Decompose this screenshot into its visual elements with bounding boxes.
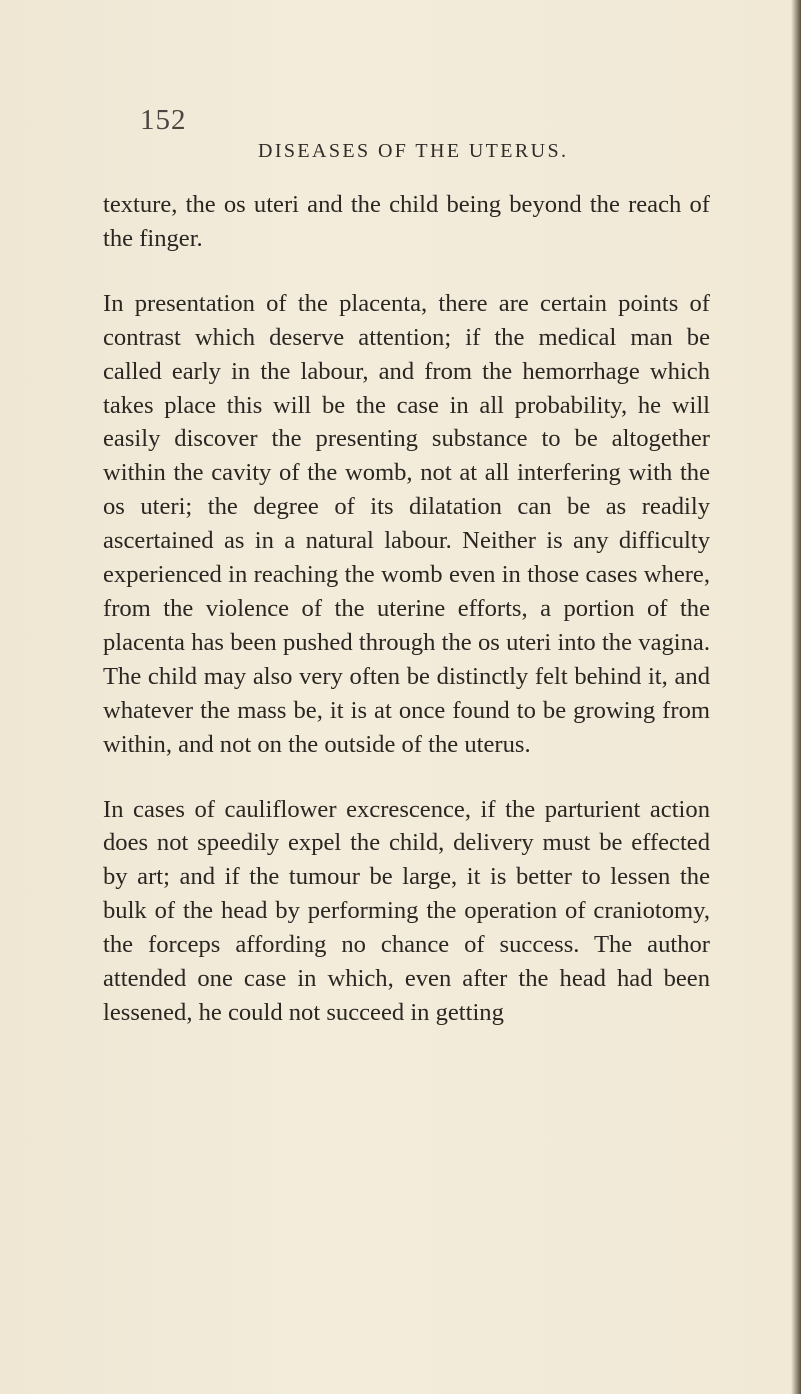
page-header: [0, 104, 801, 164]
body-text: [103, 188, 710, 1030]
page-edge-shadow: [791, 0, 801, 1394]
paragraph-3: In cases of cauliflower excrescence, if the parturient action does not speedily expel the child, delivery must be effected by art; and if the tumour be large, it is better to lessen the bulk of the head by performing the operation of craniotomy, the forceps affording no chance of success. The author attended one case in which, even after the head had been lessened, he could not succeed in getting: [103, 795, 710, 1026]
paragraph-2: In presentation of the placenta, there are certain points of contrast which deserve attention; if the medical man be called early in the labour, and from the hemorrhage which takes place this will be the case in all probability, he will easily discover the presenting substance to be altogether within the cavity of the womb, not at all interfering with the os uteri; the degree of its dilatation can be as readily ascertained as in a natural labour. Neither is any difficulty experienced in reaching the womb even in those cases where, from the violence of the uterine efforts, a portion of the placenta has been pushed through the os uteri into the vagina. The child may also very often be distinctly felt behind it, and whatever the mass be, it is at once found to be growing from within, and not on the outside of the uterus.: [103, 289, 710, 758]
page-number: 152: [140, 104, 187, 136]
running-title: DISEASES OF THE UTERUS.: [258, 140, 569, 162]
paragraph-1: texture, the os uteri and the child being beyond the reach of the finger.: [103, 191, 710, 252]
